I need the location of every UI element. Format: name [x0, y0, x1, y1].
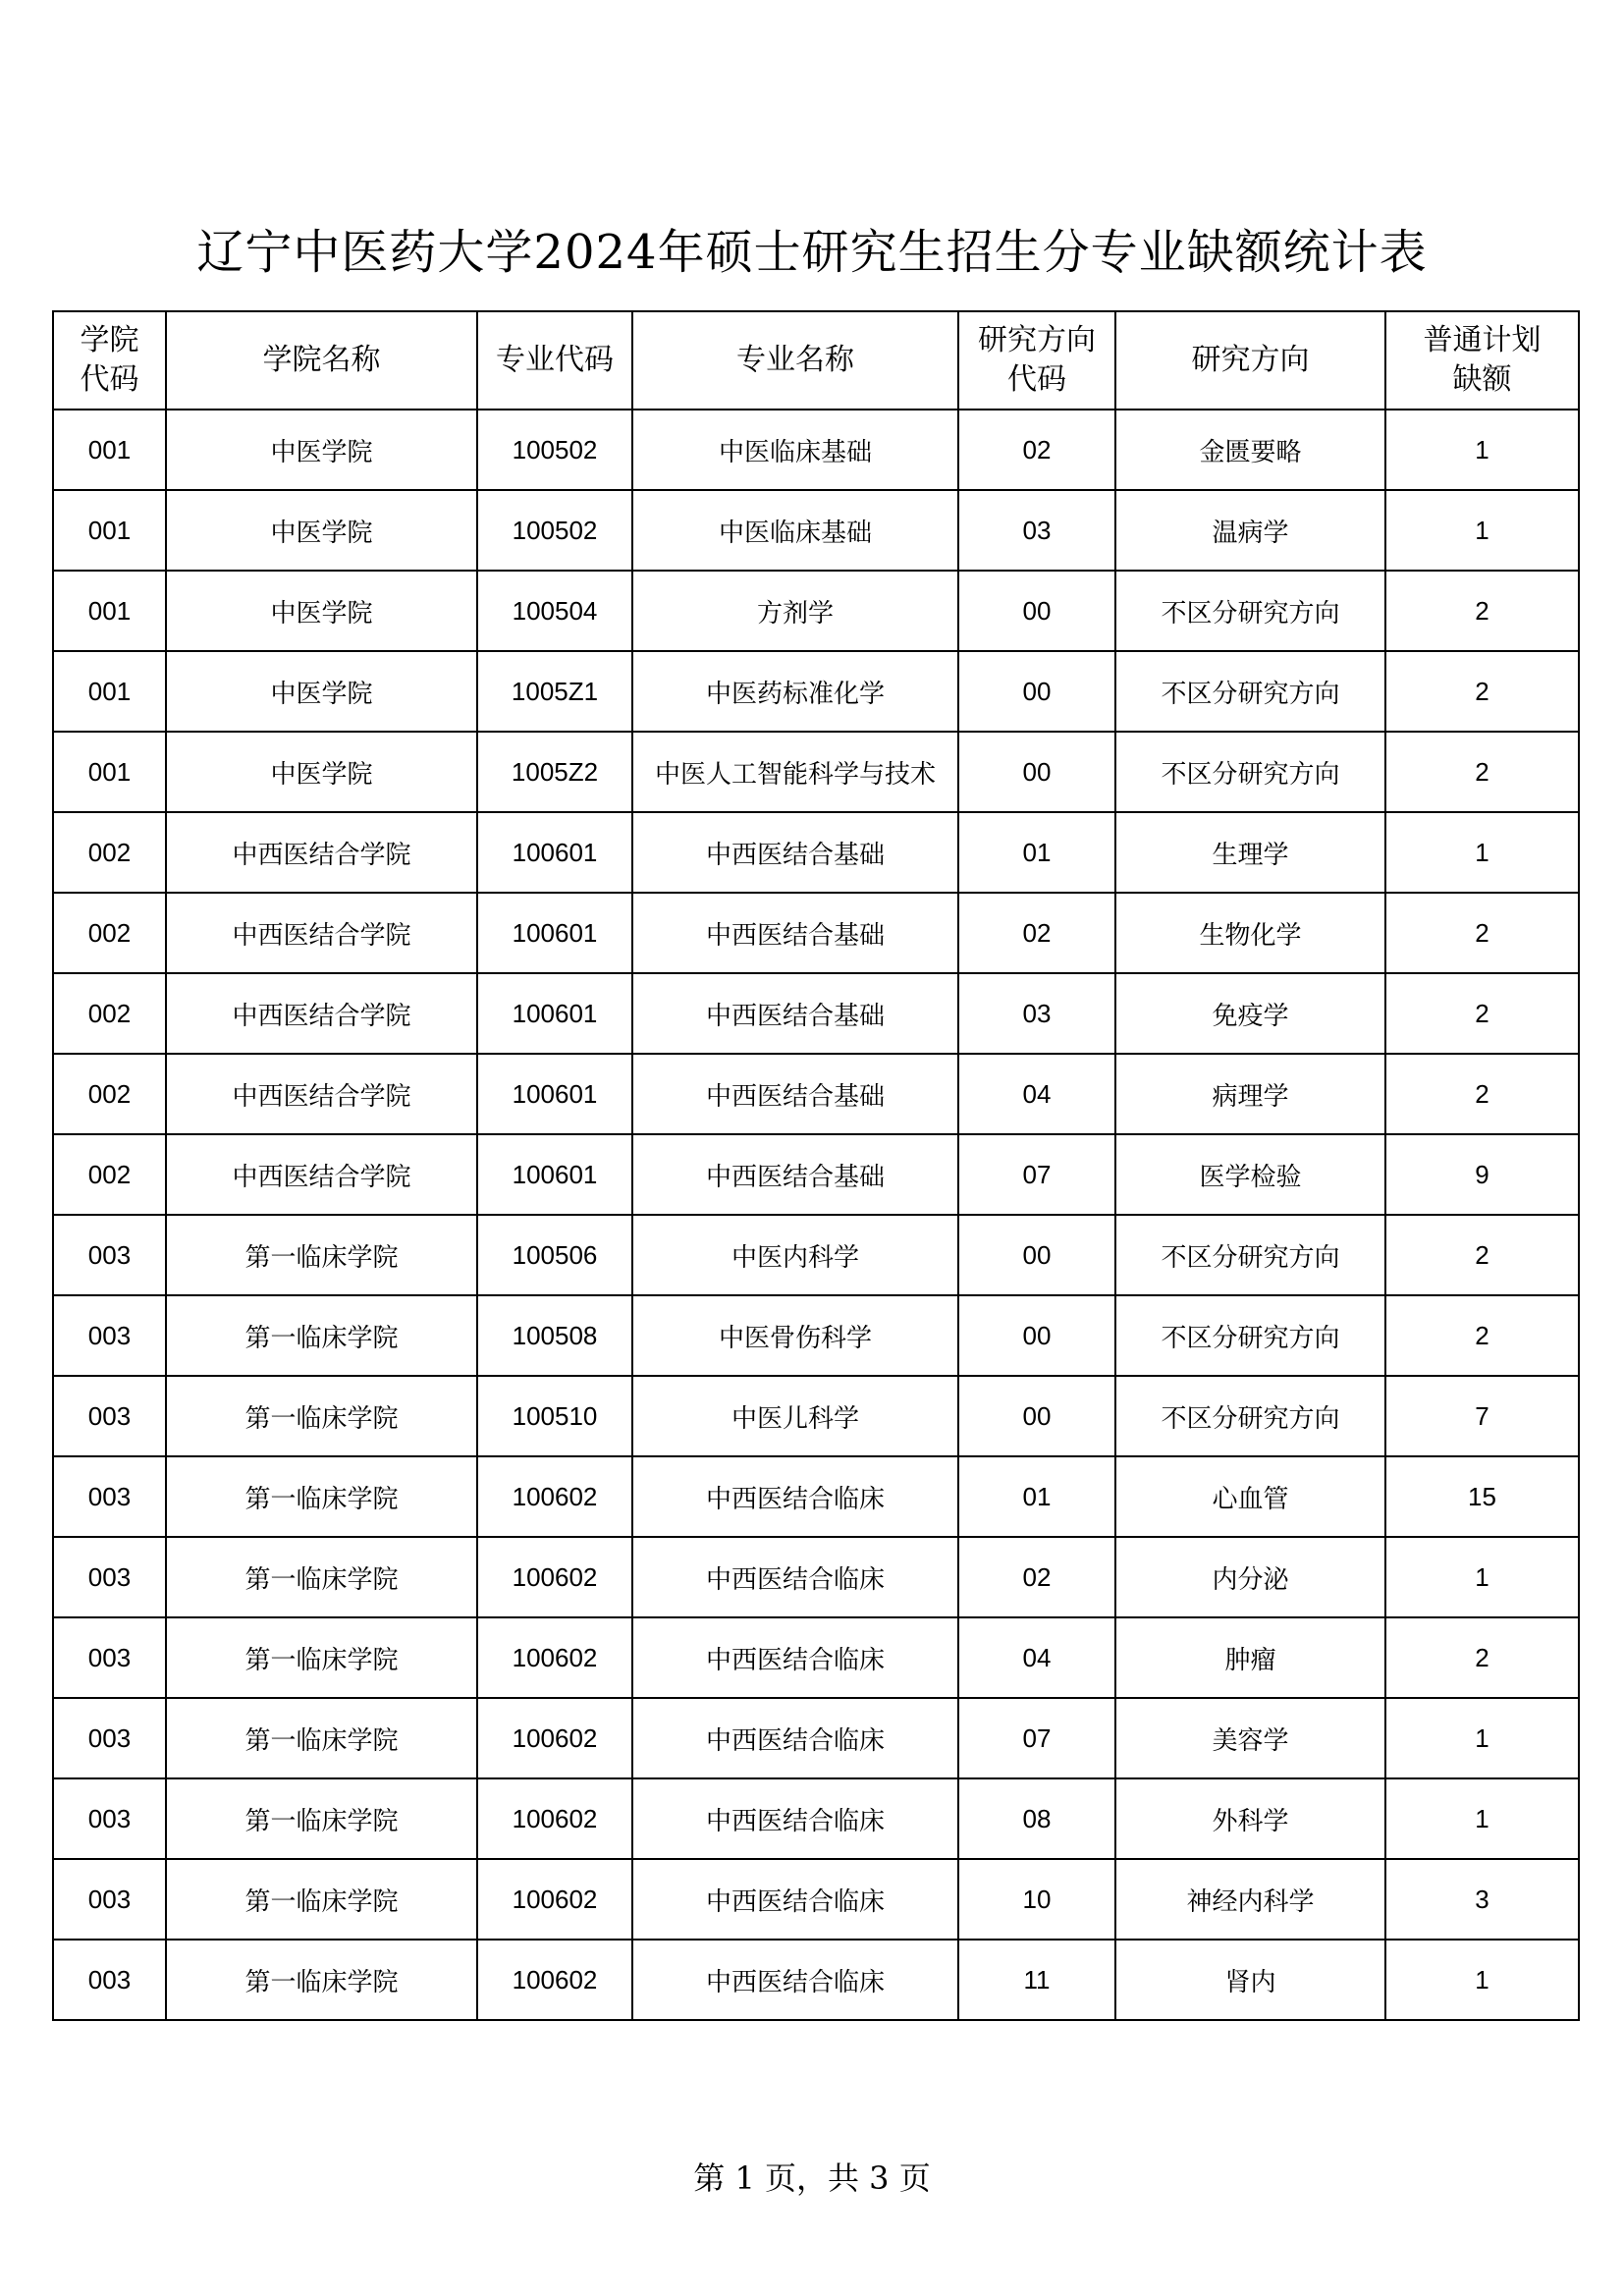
table-row: [53, 1698, 1579, 1778]
cell-college-code: 003: [53, 1215, 166, 1295]
cell-direction: 医学检验: [1115, 1134, 1385, 1215]
cell-college-name: 中西医结合学院: [166, 973, 477, 1054]
cell-major-code: 100602: [477, 1778, 632, 1859]
cell-direction: 肾内: [1115, 1940, 1385, 2020]
cell-direction: 不区分研究方向: [1115, 1376, 1385, 1456]
cell-college-name: 中西医结合学院: [166, 812, 477, 893]
table-row: [53, 1376, 1579, 1456]
table-row: [53, 1537, 1579, 1617]
cell-college-code: 003: [53, 1778, 166, 1859]
cell-major-name: 中西医结合临床: [632, 1617, 958, 1698]
cell-vacancies: 2: [1385, 893, 1579, 973]
cell-vacancies: 1: [1385, 1940, 1579, 2020]
table-row: [53, 1295, 1579, 1376]
cell-direction-code: 00: [958, 732, 1115, 812]
vacancy-table: [52, 310, 1580, 2021]
header-direction-code: 研究方向代码: [958, 311, 1115, 410]
cell-vacancies: 2: [1385, 1617, 1579, 1698]
cell-college-code: 001: [53, 490, 166, 571]
cell-major-name: 中医内科学: [632, 1215, 958, 1295]
cell-vacancies: 2: [1385, 1215, 1579, 1295]
cell-college-name: 中医学院: [166, 732, 477, 812]
cell-major-code: 100602: [477, 1617, 632, 1698]
cell-direction-code: 04: [958, 1054, 1115, 1134]
cell-major-code: 100601: [477, 893, 632, 973]
cell-direction-code: 07: [958, 1134, 1115, 1215]
cell-college-code: 001: [53, 571, 166, 651]
cell-college-code: 003: [53, 1376, 166, 1456]
cell-vacancies: 1: [1385, 410, 1579, 490]
table-body: [53, 410, 1579, 2020]
cell-college-name: 第一临床学院: [166, 1859, 477, 1940]
cell-major-code: 100601: [477, 1054, 632, 1134]
cell-college-code: 003: [53, 1295, 166, 1376]
header-direction: 研究方向: [1115, 311, 1385, 410]
cell-college-name: 第一临床学院: [166, 1376, 477, 1456]
cell-major-name: 中西医结合基础: [632, 812, 958, 893]
cell-direction-code: 01: [958, 812, 1115, 893]
cell-direction-code: 00: [958, 1295, 1115, 1376]
cell-college-name: 第一临床学院: [166, 1215, 477, 1295]
table-header-row: [53, 311, 1579, 410]
cell-vacancies: 1: [1385, 1698, 1579, 1778]
cell-major-code: 100502: [477, 490, 632, 571]
cell-direction-code: 03: [958, 490, 1115, 571]
cell-direction-code: 04: [958, 1617, 1115, 1698]
cell-direction: 免疫学: [1115, 973, 1385, 1054]
cell-major-code: 100602: [477, 1859, 632, 1940]
cell-college-name: 第一临床学院: [166, 1940, 477, 2020]
cell-direction: 不区分研究方向: [1115, 571, 1385, 651]
cell-major-name: 中西医结合基础: [632, 1134, 958, 1215]
table-row: [53, 571, 1579, 651]
table-row: [53, 1940, 1579, 2020]
cell-direction: 内分泌: [1115, 1537, 1385, 1617]
page-title: 辽宁中医药大学2024年硕士研究生招生分专业缺额统计表: [196, 225, 1428, 280]
cell-major-code: 100601: [477, 1134, 632, 1215]
cell-major-code: 100502: [477, 410, 632, 490]
header-college-code: 学院代码: [53, 311, 166, 410]
cell-direction-code: 03: [958, 973, 1115, 1054]
table-row: [53, 893, 1579, 973]
cell-college-code: 002: [53, 1134, 166, 1215]
cell-vacancies: 2: [1385, 973, 1579, 1054]
cell-vacancies: 2: [1385, 732, 1579, 812]
cell-direction: 生理学: [1115, 812, 1385, 893]
cell-major-name: 中西医结合临床: [632, 1940, 958, 2020]
cell-college-name: 第一临床学院: [166, 1617, 477, 1698]
cell-college-name: 第一临床学院: [166, 1778, 477, 1859]
cell-major-code: 100508: [477, 1295, 632, 1376]
cell-major-code: 1005Z2: [477, 732, 632, 812]
cell-college-name: 中西医结合学院: [166, 1134, 477, 1215]
cell-vacancies: 9: [1385, 1134, 1579, 1215]
table-row: [53, 812, 1579, 893]
cell-direction: 温病学: [1115, 490, 1385, 571]
cell-major-name: 中医骨伤科学: [632, 1295, 958, 1376]
cell-major-name: 中医临床基础: [632, 410, 958, 490]
cell-vacancies: 2: [1385, 1295, 1579, 1376]
cell-major-code: 100602: [477, 1537, 632, 1617]
cell-major-name: 方剂学: [632, 571, 958, 651]
page-number: 第 1 页，共 3 页: [693, 2159, 931, 2197]
cell-direction: 不区分研究方向: [1115, 1295, 1385, 1376]
cell-vacancies: 7: [1385, 1376, 1579, 1456]
cell-major-name: 中医临床基础: [632, 490, 958, 571]
cell-major-code: 100601: [477, 812, 632, 893]
cell-college-code: 001: [53, 410, 166, 490]
cell-major-name: 中医药标准化学: [632, 651, 958, 732]
cell-major-name: 中西医结合临床: [632, 1698, 958, 1778]
cell-vacancies: 1: [1385, 1537, 1579, 1617]
table-row: [53, 1617, 1579, 1698]
cell-college-name: 中医学院: [166, 651, 477, 732]
cell-direction: 神经内科学: [1115, 1859, 1385, 1940]
cell-college-code: 002: [53, 893, 166, 973]
table-row: [53, 1134, 1579, 1215]
cell-college-name: 第一临床学院: [166, 1698, 477, 1778]
cell-college-name: 中医学院: [166, 410, 477, 490]
cell-major-code: 100504: [477, 571, 632, 651]
table-row: [53, 1778, 1579, 1859]
cell-direction-code: 02: [958, 1537, 1115, 1617]
cell-direction-code: 10: [958, 1859, 1115, 1940]
cell-direction: 不区分研究方向: [1115, 732, 1385, 812]
cell-direction: 外科学: [1115, 1778, 1385, 1859]
cell-direction: 生物化学: [1115, 893, 1385, 973]
cell-vacancies: 1: [1385, 812, 1579, 893]
cell-direction: 肿瘤: [1115, 1617, 1385, 1698]
cell-college-code: 003: [53, 1537, 166, 1617]
cell-major-name: 中西医结合临床: [632, 1537, 958, 1617]
cell-major-code: 100602: [477, 1940, 632, 2020]
header-major-code: 专业代码: [477, 311, 632, 410]
cell-direction-code: 00: [958, 571, 1115, 651]
cell-college-code: 003: [53, 1940, 166, 2020]
table-row: [53, 1054, 1579, 1134]
cell-direction: 不区分研究方向: [1115, 651, 1385, 732]
cell-college-name: 中西医结合学院: [166, 1054, 477, 1134]
cell-direction: 美容学: [1115, 1698, 1385, 1778]
cell-major-name: 中西医结合基础: [632, 973, 958, 1054]
cell-college-name: 第一临床学院: [166, 1537, 477, 1617]
cell-college-name: 中医学院: [166, 571, 477, 651]
cell-direction: 心血管: [1115, 1456, 1385, 1537]
table-row: [53, 1456, 1579, 1537]
cell-direction: 病理学: [1115, 1054, 1385, 1134]
cell-college-name: 第一临床学院: [166, 1295, 477, 1376]
cell-college-name: 第一临床学院: [166, 1456, 477, 1537]
cell-major-name: 中西医结合临床: [632, 1859, 958, 1940]
cell-major-code: 1005Z1: [477, 651, 632, 732]
cell-direction: 不区分研究方向: [1115, 1215, 1385, 1295]
cell-direction-code: 02: [958, 893, 1115, 973]
cell-direction-code: 11: [958, 1940, 1115, 2020]
cell-college-name: 中西医结合学院: [166, 893, 477, 973]
cell-major-name: 中医人工智能科学与技术: [632, 732, 958, 812]
cell-college-code: 003: [53, 1698, 166, 1778]
cell-major-code: 100506: [477, 1215, 632, 1295]
cell-college-code: 002: [53, 812, 166, 893]
cell-vacancies: 15: [1385, 1456, 1579, 1537]
cell-vacancies: 1: [1385, 490, 1579, 571]
table-row: [53, 973, 1579, 1054]
header-vacancies: 普通计划缺额: [1385, 311, 1579, 410]
cell-major-code: 100602: [477, 1698, 632, 1778]
table-row: [53, 490, 1579, 571]
cell-vacancies: 3: [1385, 1859, 1579, 1940]
header-major-name: 专业名称: [632, 311, 958, 410]
cell-direction-code: 00: [958, 651, 1115, 732]
cell-major-code: 100601: [477, 973, 632, 1054]
cell-direction-code: 00: [958, 1215, 1115, 1295]
cell-college-code: 003: [53, 1859, 166, 1940]
table-row: [53, 1859, 1579, 1940]
header-college-name: 学院名称: [166, 311, 477, 410]
cell-vacancies: 1: [1385, 1778, 1579, 1859]
cell-direction-code: 01: [958, 1456, 1115, 1537]
cell-college-code: 001: [53, 732, 166, 812]
cell-college-code: 002: [53, 973, 166, 1054]
cell-college-code: 003: [53, 1456, 166, 1537]
cell-college-code: 001: [53, 651, 166, 732]
cell-college-code: 002: [53, 1054, 166, 1134]
cell-major-code: 100510: [477, 1376, 632, 1456]
cell-major-name: 中医儿科学: [632, 1376, 958, 1456]
cell-major-code: 100602: [477, 1456, 632, 1537]
table-row: [53, 651, 1579, 732]
table-row: [53, 1215, 1579, 1295]
cell-direction: 金匮要略: [1115, 410, 1385, 490]
table-row: [53, 410, 1579, 490]
cell-direction-code: 02: [958, 410, 1115, 490]
cell-vacancies: 2: [1385, 571, 1579, 651]
cell-major-name: 中西医结合临床: [632, 1778, 958, 1859]
cell-direction-code: 08: [958, 1778, 1115, 1859]
cell-direction-code: 00: [958, 1376, 1115, 1456]
cell-major-name: 中西医结合临床: [632, 1456, 958, 1537]
cell-major-name: 中西医结合基础: [632, 893, 958, 973]
cell-college-code: 003: [53, 1617, 166, 1698]
cell-direction-code: 07: [958, 1698, 1115, 1778]
table-row: [53, 732, 1579, 812]
cell-vacancies: 2: [1385, 651, 1579, 732]
cell-major-name: 中西医结合基础: [632, 1054, 958, 1134]
cell-college-name: 中医学院: [166, 490, 477, 571]
cell-vacancies: 2: [1385, 1054, 1579, 1134]
